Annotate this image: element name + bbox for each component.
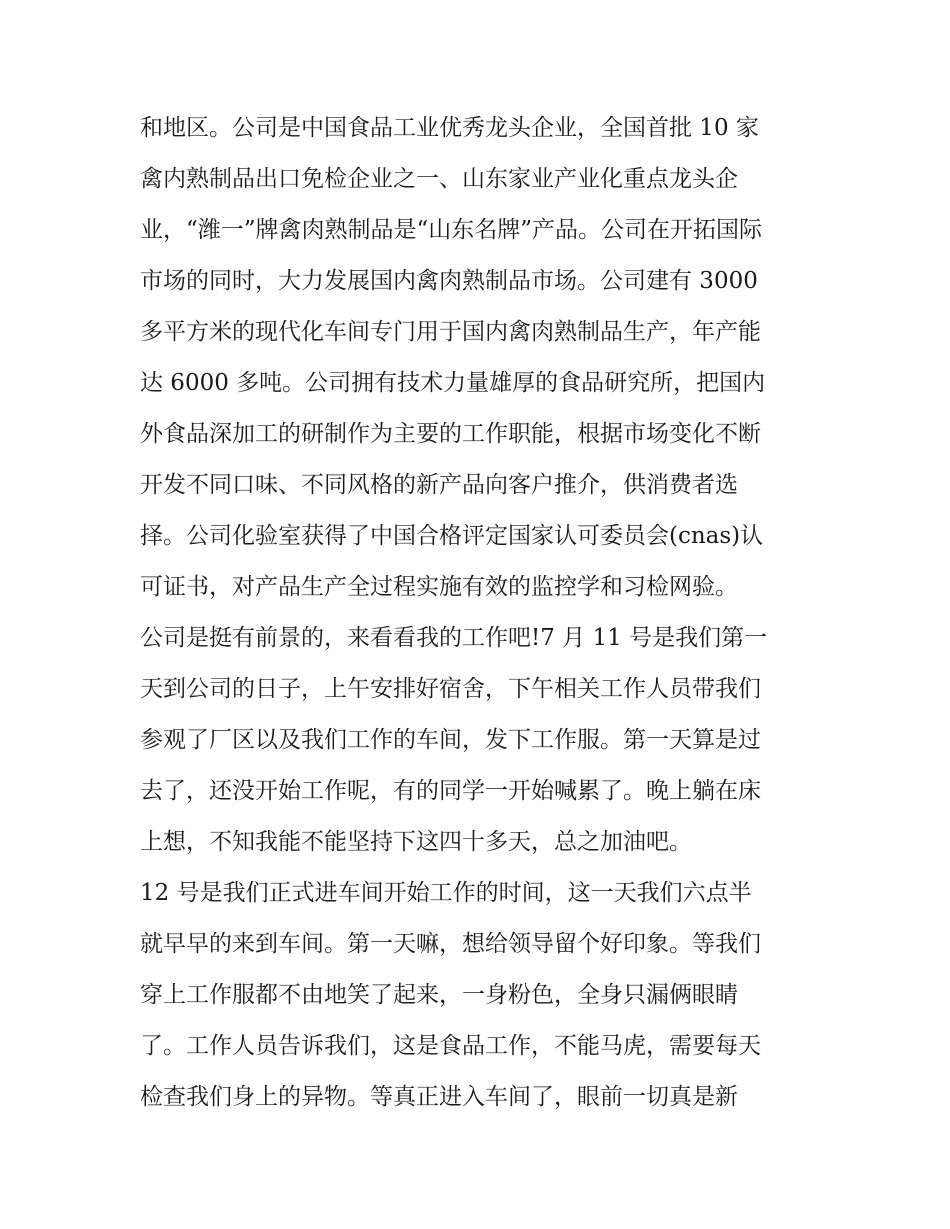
text-line: 市场的同时，大力发展国内禽肉熟制品市场。公司建有 3000 [140, 268, 758, 294]
text-line: 天到公司的日子，上午安排好宿舍，下午相关工作人员带我们 [140, 676, 761, 702]
text-line: 公司是挺有前景的，来看看我的工作吧!7 月 11 号是我们第一 [140, 625, 768, 651]
text-line: 开发不同口味、不同风格的新产品向客户推介，供消费者选 [140, 472, 738, 498]
text-line: 穿上工作服都不由地笑了起来，一身粉色，全身只漏俩眼睛 [140, 982, 738, 1008]
text-line: 检查我们身上的异物。等真正进入车间了，眼前一切真是新 [140, 1084, 738, 1110]
text-line: 达 6000 多吨。公司拥有技术力量雄厚的食品研究所，把国内 [140, 370, 766, 396]
text-line: 择。公司化验室获得了中国合格评定国家认可委员会(cnas)认 [140, 523, 764, 549]
text-line: 12 号是我们正式进车间开始工作的时间，这一天我们六点半 [140, 880, 752, 906]
text-line: 了。工作人员告诉我们，这是食品工作，不能马虎，需要每天 [140, 1033, 761, 1059]
body-text [140, 103, 830, 1123]
text-line: 就早早的来到车间。第一天嘛，想给领导留个好印象。等我们 [140, 931, 761, 957]
text-line: 参观了厂区以及我们工作的车间，发下工作服。第一天算是过 [140, 727, 761, 753]
text-line: 业，“潍一”牌禽肉熟制品是“山东名牌”产品。公司在开拓国际 [140, 217, 763, 243]
text-line: 可证书，对产品生产全过程实施有效的监控学和习检网验。 [140, 574, 738, 600]
text-line: 禽内熟制品出口免检企业之一、山东家业产业化重点龙头企 [140, 166, 738, 192]
text-line: 外食品深加工的研制作为主要的工作职能，根据市场变化不断 [140, 421, 761, 447]
text-line: 去了，还没开始工作呢，有的同学一开始喊累了。晚上躺在床 [140, 778, 761, 804]
text-line: 上想，不知我能不能坚持下这四十多天，总之加油吧。 [140, 829, 692, 855]
text-line: 多平方米的现代化车间专门用于国内禽肉熟制品生产，年产能 [140, 319, 761, 345]
text-line: 和地区。公司是中国食品工业优秀龙头企业，全国首批 10 家 [140, 115, 759, 141]
